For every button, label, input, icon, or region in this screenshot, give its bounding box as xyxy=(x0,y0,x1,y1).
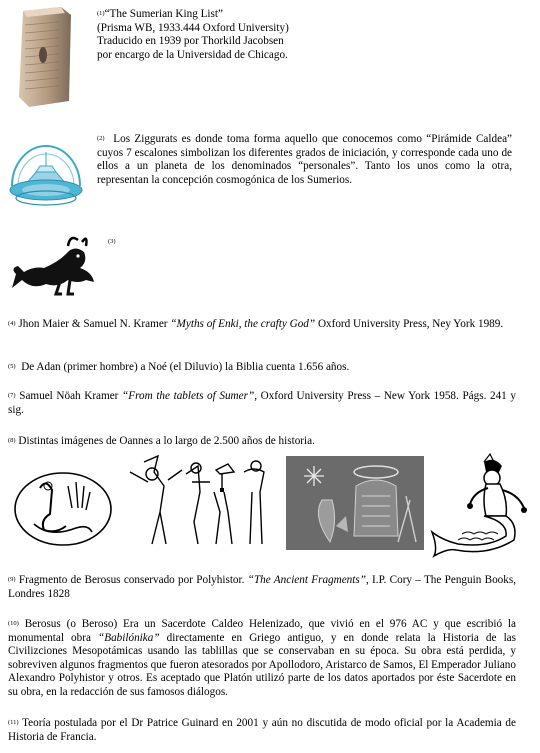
sumerian-king-list-prism xyxy=(9,5,81,109)
footnote-2: $^{(2)}$ Los Ziggurats es donde toma forma aquello que conocemos como “Pirámide Caldea” cuyos 7 escalones simbolizan los diferentes grados de iniciación, y corresponde cada uno de ellos a un planeta de los denominados “personales”. Tanto los unos como la otra, representan la concepción cosmogónica de los Sumerios. xyxy=(97,133,513,186)
oannes-relief-drawing xyxy=(124,452,280,550)
footnote-11: $^{(11)}$ Teoría postulada por el Dr Patrice Guinard en 2001 y aún no discutida de modo oficial por la Academia de Historia de Francia. xyxy=(8,717,516,743)
ziggurat-cosmology-illustration xyxy=(6,128,86,212)
oannes-merman-drawing xyxy=(428,452,534,562)
footnote-9: $^{(9)}$ Fragmento de Berosus conservado por Polyhistor. “The Ancient Fragments”, I.P. Cory – The Penguin Books, Londres 1828 xyxy=(8,574,517,600)
footnote-5: $^{(5)}$ De Adan (primer hombre) a Noé (el Diluvio) la Biblia cuenta 1.656 años. xyxy=(8,361,350,373)
footnote-8: $^{(8)}$ Distintas imágenes de Oannes a lo largo de 2.500 años de historia. xyxy=(8,435,315,447)
goat-fish-drawing xyxy=(8,232,100,304)
footnote-7: $^{(7)}$ Samuel Nöah Kramer “From the tablets of Sumer”, Oxford University Press – New York 1958. Págs. 241 y sig. xyxy=(8,390,516,416)
oannes-seal-drawing-1 xyxy=(10,468,116,550)
footnote-1: $^{(1)}$“The Sumerian King List” (Prisma WB, 1933.444 Oxford University) Traducido en 1939 por Thorkild Jacobsen por encargo de la Universidad de Chicago. xyxy=(97,8,289,61)
footnote-3: (3) xyxy=(108,238,116,245)
oannes-cylinder-seal-photo xyxy=(286,456,424,550)
footnote-4: $^{(4)}$ Jhon Maier & Samuel N. Kramer “Myths of Enki, the crafty God” Oxford University Press, Ney York 1989. xyxy=(8,318,504,330)
footnote-10: $^{(10)}$ Berosus (o Beroso) Era un Sacerdote Caldeo Helenizado, que vivió en el 976 AC y que escribió la monumental obra “Babilónika” directamente en Griego antiguo, y en donde relata la Historia de las Civilizciones Mesopotámicas usando las tablillas que se conservaban en su época. Su obra está perdida, y sobreviven algunos fragmentos que fueron atesorados por Apollodoro, Aristarco de Samos, El Emperador Juliano Alexandro Polyhistor y otros. Es aceptado que Platón utilizó parte de los datos aportados por éste Sacerdote en su obra, en la redacción de sus famosos diálogos. xyxy=(8,618,516,698)
